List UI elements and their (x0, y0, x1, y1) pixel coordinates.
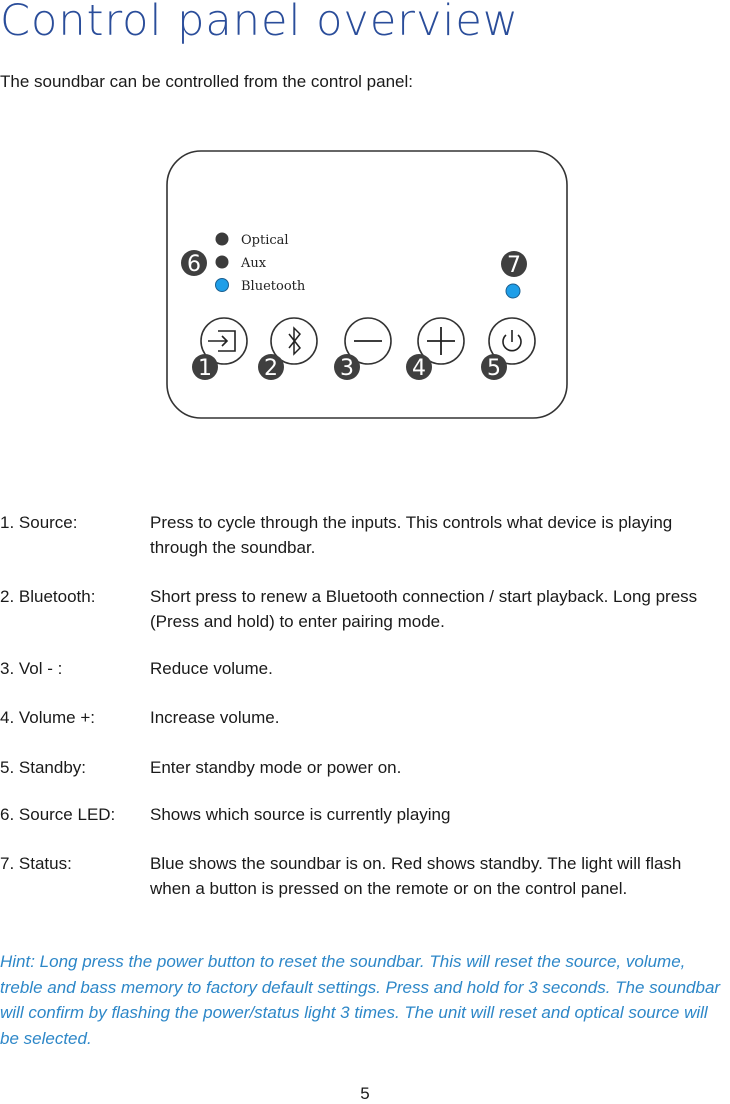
item-description: Shows which source is currently playing (150, 805, 451, 824)
svg-text:1: 1 (198, 356, 212, 381)
item-description: Blue shows the soundbar is on. Red shows standby. The light will flash when a button is pressed on the remote or on the control panel. (150, 854, 682, 898)
aux-led (216, 256, 229, 269)
svg-text:2: 2 (264, 356, 278, 381)
item-description: Reduce volume. (150, 659, 273, 678)
optical-led (216, 233, 229, 246)
status-led (506, 284, 520, 298)
led-label-aux: Aux (241, 256, 267, 271)
item-label: 2. Bluetooth: (0, 587, 96, 606)
led-label-bluetooth: Bluetooth (241, 279, 306, 294)
item-label: 6. Source LED: (0, 805, 116, 824)
page-number: 5 (360, 1084, 370, 1103)
hint-text: Hint: Long press the power button to reset the soundbar. This will reset the source, volume, treble and bass memory to factory default settings. Press and hold for 3 seconds. The soundbar will confirm by flashing the power/status light 3 times. The unit will reset and optical source will be selected. (0, 952, 721, 1048)
led-label-optical: Optical (241, 233, 289, 248)
control-panel-diagram (160, 145, 576, 425)
item-label: 1. Source: (0, 513, 78, 532)
svg-text:4: 4 (412, 356, 426, 381)
item-description: Increase volume. (150, 708, 280, 727)
svg-text:5: 5 (487, 356, 501, 381)
item-label: 5. Standby: (0, 758, 87, 777)
page-title: Control panel overview (0, 0, 519, 46)
svg-text:3: 3 (340, 356, 354, 381)
item-description: Short press to renew a Bluetooth connection / start playback. Long press (Press and hold) to enter pairing mode. (150, 587, 698, 631)
bluetooth-led (216, 279, 229, 292)
item-label: 7. Status: (0, 854, 72, 873)
svg-text:6: 6 (187, 252, 201, 277)
intro-text: The soundbar can be controlled from the control panel: (0, 72, 413, 91)
svg-text:7: 7 (507, 253, 521, 278)
item-description: Press to cycle through the inputs. This controls what device is playing through the soundbar. (150, 513, 673, 557)
item-label: 4. Volume +: (0, 708, 95, 727)
item-description: Enter standby mode or power on. (150, 758, 402, 777)
item-label: 3. Vol - : (0, 659, 63, 678)
